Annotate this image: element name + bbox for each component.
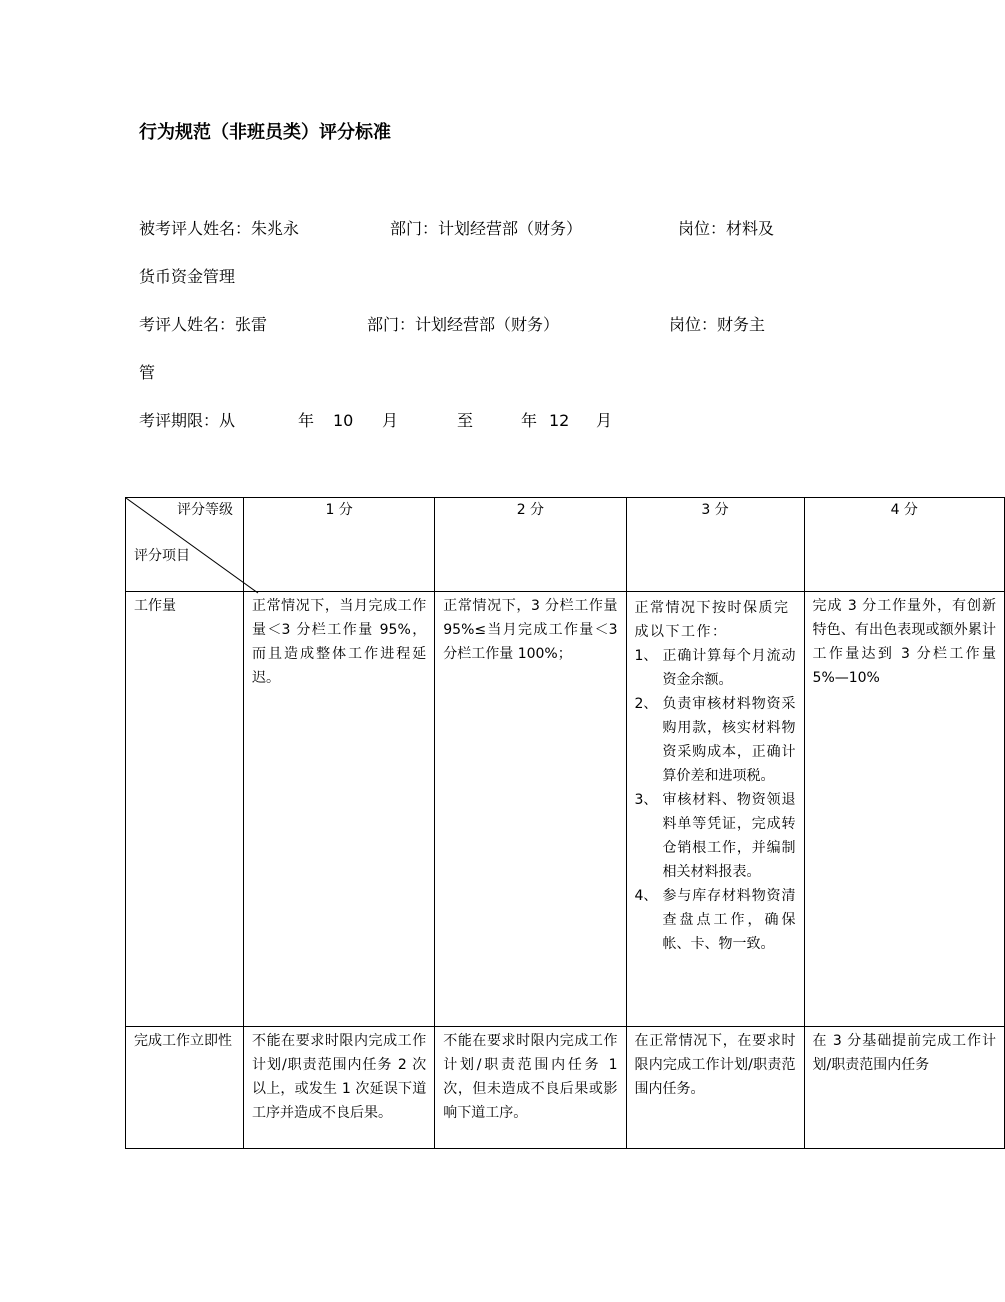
evaluatee-dept: 部门：计划经营部（财务） [390,219,583,238]
period-month2-num: 12 [549,411,570,430]
scoring-table [125,497,1005,1149]
evaluatee-name: 被考评人姓名：朱兆永 [139,219,300,238]
period-month1-num: 10 [333,411,354,430]
document-title: 行为规范（非班员类）评分标准 [139,122,391,143]
row-cell-score-4: 在 3 分基础提前完成工作计划/职责范围内任务 [804,1027,1004,1149]
row-item-label: 完成工作立即性 [126,1027,244,1149]
evaluatee-post-cont: 货币资金管理 [139,267,236,286]
list-item [635,644,796,692]
row-item-label: 工作量 [126,592,244,1027]
corner-cell [126,498,244,592]
task-text: 审核材料、物资领退料单等凭证，完成转仓销根工作，并编制相关材料报表。 [662,792,796,880]
evaluator-post: 岗位：财务主 [669,315,766,334]
period-to: 至 [457,411,474,430]
row-cell-score-2: 不能在要求时限内完成工作计划/职责范围内任务 1 次，但未造成不良后果或影响下道工序。 [435,1027,626,1149]
header-score-4: 4 分 [804,498,1004,592]
task-text: 负责审核材料物资采购用款，核实材料物资采购成本，正确计算价差和进项税。 [662,696,796,784]
tasks-intro: 正常情况下按时保质完成以下工作： [634,600,790,640]
list-item [635,788,796,884]
row-cell-score-2: 正常情况下，3 分栏工作量 95%≤当月完成工作量＜3 分栏工作量 100%； [435,592,626,1027]
corner-score-level: 评分等级 [177,502,233,518]
row-cell-score-3: 在正常情况下，在要求时限内完成工作计划/职责范围内任务。 [626,1027,804,1149]
evaluator-name: 考评人姓名：张雷 [139,315,268,334]
task-text: 正确计算每个月流动资金余额。 [662,648,796,688]
row-cell-score-1: 不能在要求时限内完成工作计划/职责范围内任务 2 次以上，或发生 1 次延误下道工序并造成不良后果。 [244,1027,435,1149]
task-number: 4、 [634,888,658,904]
period-year2: 年 [521,411,538,430]
row-cell-score-4: 完成 3 分工作量外，有创新特色、有出色表现或额外累计工作量达到 3 分栏工作量 5%—10% [804,592,1004,1027]
header-score-1: 1 分 [244,498,435,592]
task-text: 参与库存材料物资清查盘点工作，确保帐、卡、物一致。 [662,888,796,952]
evaluatee-post: 岗位：材料及 [678,219,775,238]
evaluator-post-cont: 管 [139,363,156,382]
table-header-row [126,498,1005,592]
period-month2: 月 [596,411,613,430]
period-year1: 年 [298,411,315,430]
period-month1: 月 [382,411,399,430]
list-item [635,692,796,788]
header-score-3: 3 分 [626,498,804,592]
task-number: 1、 [634,648,658,664]
evaluator-dept: 部门：计划经营部（财务） [367,315,560,334]
task-list [635,644,796,956]
list-item [635,884,796,956]
period-label: 考评期限：从 [139,411,236,430]
task-number: 2、 [634,696,658,712]
row-cell-score-3 [626,592,804,1027]
table-row [126,592,1005,1027]
header-score-2: 2 分 [435,498,626,592]
table-row [126,1027,1005,1149]
corner-score-item: 评分项目 [134,548,190,564]
row-cell-score-1: 正常情况下，当月完成工作量＜3 分栏工作量 95%，而且造成整体工作进程延迟。 [244,592,435,1027]
task-number: 3、 [634,792,658,808]
